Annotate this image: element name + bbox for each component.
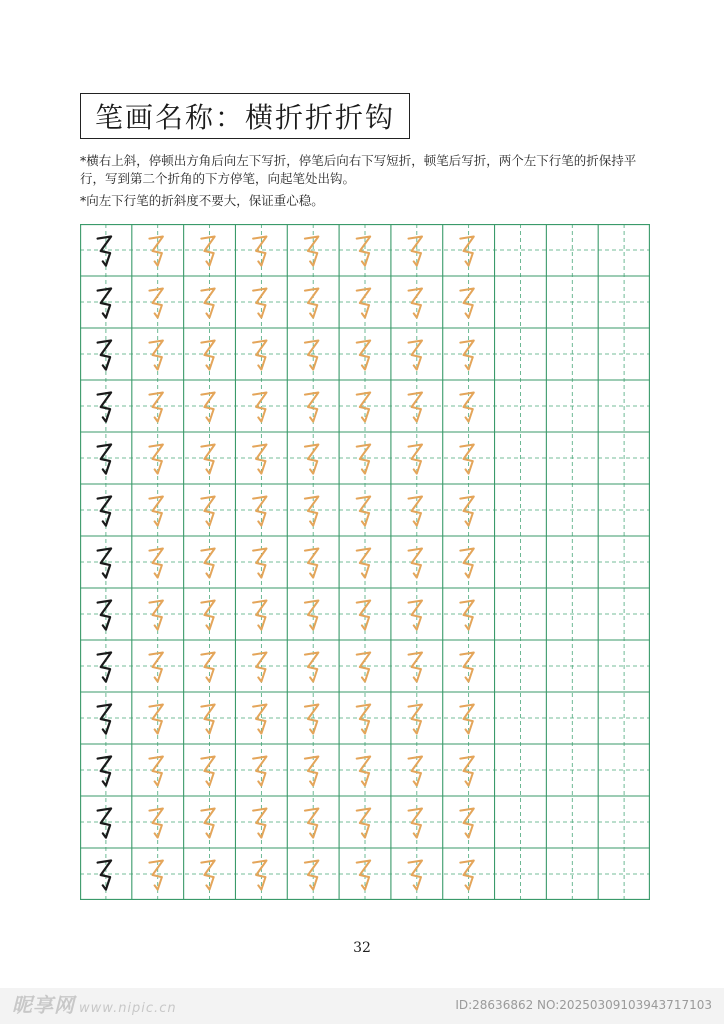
model-stroke-glyph xyxy=(98,289,112,318)
model-stroke-glyph xyxy=(98,549,112,578)
model-stroke-glyph xyxy=(98,809,112,838)
trace-stroke-glyph xyxy=(305,237,319,266)
instruction-line: *向左下行笔的折斜度不要大，保证重心稳。 xyxy=(80,193,324,208)
trace-stroke-glyph xyxy=(149,237,163,266)
trace-stroke-glyph xyxy=(149,601,163,630)
trace-stroke-glyph xyxy=(409,445,423,474)
watermark-id: ID:28636862 NO:20250309103943717103 xyxy=(455,998,712,1012)
trace-stroke-glyph xyxy=(149,341,163,370)
trace-stroke-glyph xyxy=(460,289,474,318)
model-stroke-glyph xyxy=(98,757,112,786)
instruction-line: *横右上斜，停顿出方角后向左下写折，停笔后向右下写短折，顿笔后写折，两个左下行笔的折保持平行，写到第二个折角的下方停笔，向起笔处出钩。 xyxy=(80,153,637,186)
trace-stroke-glyph xyxy=(201,549,214,578)
trace-stroke-glyph xyxy=(253,809,266,838)
trace-stroke-glyph xyxy=(305,445,319,474)
trace-stroke-glyph xyxy=(253,757,266,786)
trace-stroke-glyph xyxy=(201,601,214,630)
trace-stroke-glyph xyxy=(460,705,474,734)
trace-stroke-glyph xyxy=(253,549,266,578)
trace-stroke-glyph xyxy=(253,653,266,682)
trace-stroke-glyph xyxy=(409,757,423,786)
trace-stroke-glyph xyxy=(409,809,423,838)
trace-stroke-glyph xyxy=(149,289,163,318)
trace-stroke-glyph xyxy=(305,341,319,370)
trace-stroke-glyph xyxy=(201,705,214,734)
stroke-name-title: 笔画名称：横折折折钩 xyxy=(80,93,410,139)
trace-stroke-glyph xyxy=(460,757,474,786)
model-stroke-glyph xyxy=(98,861,112,890)
trace-stroke-glyph xyxy=(460,497,474,526)
trace-stroke-glyph xyxy=(460,445,474,474)
trace-stroke-glyph xyxy=(149,809,163,838)
trace-stroke-glyph xyxy=(253,289,266,318)
trace-stroke-glyph xyxy=(253,601,266,630)
trace-stroke-glyph xyxy=(149,861,163,890)
model-stroke-glyph xyxy=(98,237,112,266)
trace-stroke-glyph xyxy=(357,757,371,786)
trace-stroke-glyph xyxy=(201,861,214,890)
trace-stroke-glyph xyxy=(357,237,371,266)
trace-stroke-glyph xyxy=(409,289,423,318)
trace-stroke-glyph xyxy=(357,497,371,526)
trace-stroke-glyph xyxy=(149,497,163,526)
trace-stroke-glyph xyxy=(460,549,474,578)
trace-stroke-glyph xyxy=(253,393,266,422)
trace-stroke-glyph xyxy=(201,393,214,422)
trace-stroke-glyph xyxy=(409,341,423,370)
trace-stroke-glyph xyxy=(253,497,266,526)
trace-stroke-glyph xyxy=(357,289,371,318)
trace-stroke-glyph xyxy=(201,237,214,266)
trace-stroke-glyph xyxy=(305,549,319,578)
practice-grid xyxy=(80,224,650,900)
trace-stroke-glyph xyxy=(149,393,163,422)
trace-stroke-glyph xyxy=(460,653,474,682)
trace-stroke-glyph xyxy=(305,757,319,786)
page-number: 32 xyxy=(353,940,371,956)
instructions xyxy=(80,152,650,210)
trace-stroke-glyph xyxy=(305,653,319,682)
trace-stroke-glyph xyxy=(149,653,163,682)
trace-stroke-glyph xyxy=(305,393,319,422)
trace-stroke-glyph xyxy=(149,705,163,734)
model-stroke-glyph xyxy=(98,497,112,526)
model-stroke-glyph xyxy=(98,653,112,682)
trace-stroke-glyph xyxy=(305,809,319,838)
trace-stroke-glyph xyxy=(357,549,371,578)
trace-stroke-glyph xyxy=(357,861,371,890)
trace-stroke-glyph xyxy=(460,809,474,838)
model-stroke-glyph xyxy=(98,705,112,734)
model-stroke-glyph xyxy=(98,341,112,370)
trace-stroke-glyph xyxy=(253,445,266,474)
trace-stroke-glyph xyxy=(357,445,371,474)
trace-stroke-glyph xyxy=(149,757,163,786)
trace-stroke-glyph xyxy=(305,705,319,734)
trace-stroke-glyph xyxy=(201,289,214,318)
trace-stroke-glyph xyxy=(357,393,371,422)
trace-stroke-glyph xyxy=(201,653,214,682)
trace-stroke-glyph xyxy=(409,497,423,526)
watermark-logo: 昵享网 www.nipic.cn xyxy=(12,993,177,1017)
trace-stroke-glyph xyxy=(201,809,214,838)
trace-stroke-glyph xyxy=(357,341,371,370)
trace-stroke-glyph xyxy=(460,341,474,370)
trace-stroke-glyph xyxy=(460,861,474,890)
trace-stroke-glyph xyxy=(409,393,423,422)
trace-stroke-glyph xyxy=(409,705,423,734)
trace-stroke-glyph xyxy=(149,549,163,578)
trace-stroke-glyph xyxy=(460,393,474,422)
trace-stroke-glyph xyxy=(149,445,163,474)
trace-stroke-glyph xyxy=(357,653,371,682)
model-stroke-glyph xyxy=(98,601,112,630)
practice-grid-svg xyxy=(80,224,650,900)
watermark-bar xyxy=(0,988,724,1024)
trace-stroke-glyph xyxy=(357,705,371,734)
trace-stroke-glyph xyxy=(253,341,266,370)
trace-stroke-glyph xyxy=(201,445,214,474)
model-stroke-glyph xyxy=(98,393,112,422)
trace-stroke-glyph xyxy=(409,601,423,630)
trace-stroke-glyph xyxy=(253,861,266,890)
trace-stroke-glyph xyxy=(409,653,423,682)
trace-stroke-glyph xyxy=(253,237,266,266)
trace-stroke-glyph xyxy=(305,497,319,526)
model-stroke-glyph xyxy=(98,445,112,474)
trace-stroke-glyph xyxy=(201,341,214,370)
trace-stroke-glyph xyxy=(305,601,319,630)
trace-stroke-glyph xyxy=(460,237,474,266)
trace-stroke-glyph xyxy=(253,705,266,734)
trace-stroke-glyph xyxy=(357,809,371,838)
trace-stroke-glyph xyxy=(460,601,474,630)
trace-stroke-glyph xyxy=(357,601,371,630)
trace-stroke-glyph xyxy=(201,497,214,526)
trace-stroke-glyph xyxy=(201,757,214,786)
trace-stroke-glyph xyxy=(409,861,423,890)
watermark-url: www.nipic.cn xyxy=(79,1001,177,1016)
trace-stroke-glyph xyxy=(305,289,319,318)
trace-stroke-glyph xyxy=(409,549,423,578)
trace-stroke-glyph xyxy=(409,237,423,266)
trace-stroke-glyph xyxy=(305,861,319,890)
